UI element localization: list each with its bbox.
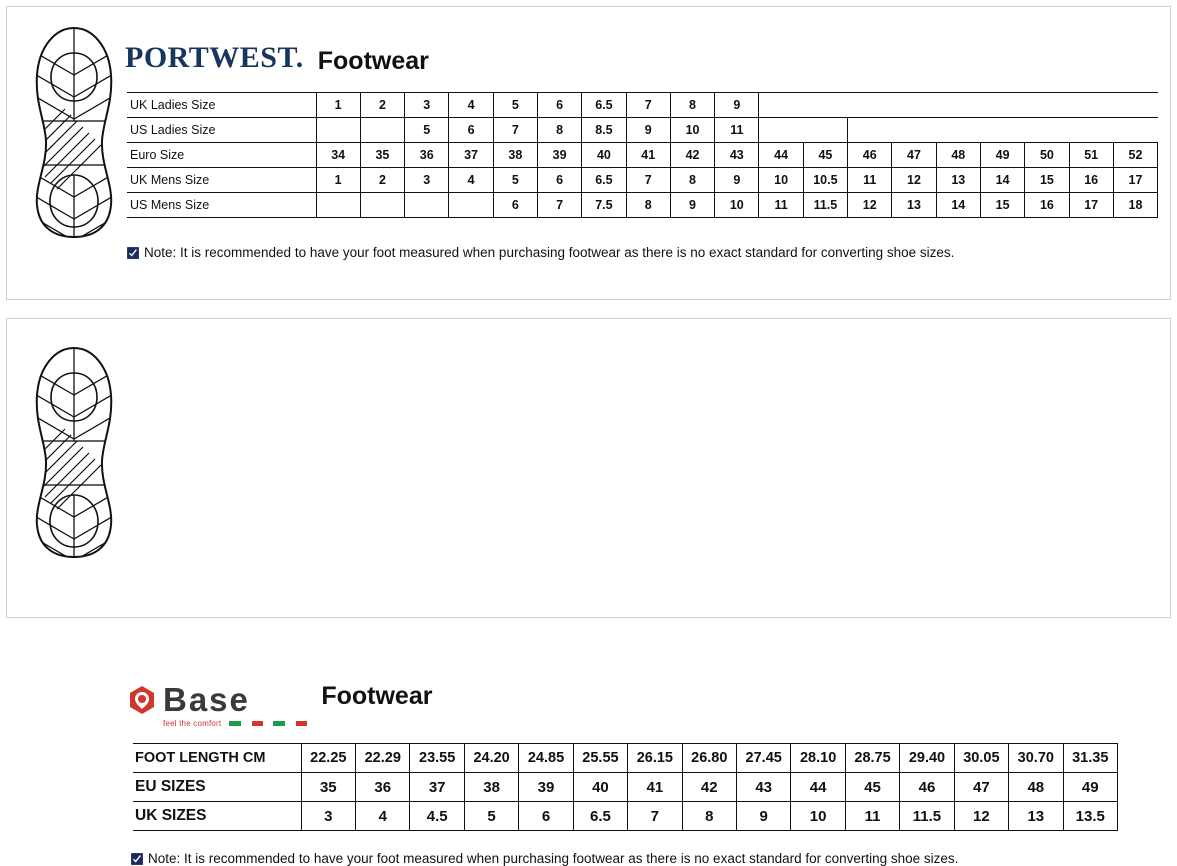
cell: 49 xyxy=(980,143,1024,168)
cell: 43 xyxy=(736,773,790,802)
cell: 38 xyxy=(493,143,537,168)
cell: 30.70 xyxy=(1009,744,1063,773)
portwest-brand-header xyxy=(125,43,429,73)
cell: 10 xyxy=(715,193,759,218)
cell: 40 xyxy=(573,773,627,802)
cell xyxy=(316,118,360,143)
cell: 6.5 xyxy=(573,802,627,831)
base-size-table xyxy=(133,743,1118,831)
cell: 37 xyxy=(449,143,493,168)
cell: 6 xyxy=(449,118,493,143)
cell: 6.5 xyxy=(582,168,626,193)
cell-empty xyxy=(848,118,892,143)
cell: 9 xyxy=(736,802,790,831)
table-row xyxy=(127,93,1158,118)
cell: 15 xyxy=(1025,168,1069,193)
cell: 37 xyxy=(410,773,464,802)
cell: 6 xyxy=(519,802,573,831)
cell: 10 xyxy=(791,802,845,831)
portwest-note xyxy=(127,245,954,260)
cell: 39 xyxy=(519,773,573,802)
row-label: US Mens Size xyxy=(127,193,316,218)
cell: 42 xyxy=(670,143,714,168)
note-text: Note: It is recommended to have your foot measured when purchasing footwear as there is no exact standard for converting shoe sizes. xyxy=(148,851,959,866)
cell: 8 xyxy=(682,802,736,831)
portwest-size-chart-panel xyxy=(6,6,1171,300)
cell-empty xyxy=(936,93,980,118)
cell: 2 xyxy=(360,93,404,118)
note-text: Note: It is recommended to have your foot measured when purchasing footwear as there is no exact standard for converting shoe sizes. xyxy=(144,245,955,260)
cell: 7 xyxy=(626,93,670,118)
cell: 46 xyxy=(848,143,892,168)
cell: 36 xyxy=(356,773,410,802)
cell xyxy=(449,193,493,218)
cell: 3 xyxy=(301,802,355,831)
italy-flag-icon-2 xyxy=(273,721,307,726)
cell: 11 xyxy=(848,168,892,193)
note-checkbox-icon xyxy=(127,247,139,259)
cell: 4 xyxy=(449,93,493,118)
cell: 7 xyxy=(537,193,581,218)
cell: 1 xyxy=(316,168,360,193)
cell: 7 xyxy=(626,168,670,193)
cell xyxy=(405,193,449,218)
cell: 6.5 xyxy=(582,93,626,118)
base-note xyxy=(131,851,958,866)
base-logo-text: Base xyxy=(163,681,250,718)
cell xyxy=(360,193,404,218)
shoe-sole-icon xyxy=(29,25,119,240)
cell: 9 xyxy=(715,168,759,193)
shoe-sole-icon xyxy=(29,345,119,560)
cell: 5 xyxy=(493,93,537,118)
cell-empty xyxy=(1113,118,1157,143)
cell-empty xyxy=(1069,118,1113,143)
cell: 3 xyxy=(405,93,449,118)
cell: 11.5 xyxy=(900,802,954,831)
cell: 52 xyxy=(1113,143,1157,168)
cell: 9 xyxy=(670,193,714,218)
cell: 12 xyxy=(954,802,1008,831)
cell: 15 xyxy=(980,193,1024,218)
base-hexagon-logo-icon xyxy=(127,685,157,715)
cell: 10 xyxy=(670,118,714,143)
cell: 48 xyxy=(936,143,980,168)
cell: 42 xyxy=(682,773,736,802)
cell: 22.29 xyxy=(356,744,410,773)
cell: 11 xyxy=(845,802,899,831)
cell: 4.5 xyxy=(410,802,464,831)
portwest-footwear-label: Footwear xyxy=(317,47,429,75)
cell: 1 xyxy=(316,93,360,118)
cell-empty xyxy=(936,118,980,143)
cell: 10 xyxy=(759,168,803,193)
base-size-chart-panel xyxy=(6,318,1171,866)
row-label: UK Ladies Size xyxy=(127,93,316,118)
cell: 45 xyxy=(803,143,847,168)
cell: 41 xyxy=(628,773,682,802)
cell-empty xyxy=(1069,93,1113,118)
cell: 16 xyxy=(1025,193,1069,218)
cell: 28.10 xyxy=(791,744,845,773)
cell-empty xyxy=(892,93,936,118)
cell: 9 xyxy=(715,93,759,118)
cell: 26.80 xyxy=(682,744,736,773)
cell: 27.45 xyxy=(736,744,790,773)
cell: 40 xyxy=(582,143,626,168)
cell xyxy=(360,118,404,143)
cell-empty xyxy=(1025,93,1069,118)
cell: 26.15 xyxy=(628,744,682,773)
cell: 11 xyxy=(715,118,759,143)
cell: 38 xyxy=(464,773,518,802)
cell-empty xyxy=(1113,93,1157,118)
cell-empty xyxy=(848,93,892,118)
cell: 29.40 xyxy=(900,744,954,773)
cell: 5 xyxy=(493,168,537,193)
cell: 48 xyxy=(1009,773,1063,802)
cell: 7 xyxy=(493,118,537,143)
cell: 8 xyxy=(537,118,581,143)
cell: 36 xyxy=(405,143,449,168)
cell: 43 xyxy=(715,143,759,168)
cell: 13 xyxy=(892,193,936,218)
table-row xyxy=(133,802,1118,831)
cell: 17 xyxy=(1113,168,1157,193)
table-row xyxy=(133,773,1118,802)
cell-empty xyxy=(1025,118,1069,143)
cell-empty xyxy=(759,93,803,118)
cell: 51 xyxy=(1069,143,1113,168)
cell: 13 xyxy=(1009,802,1063,831)
cell: 10.5 xyxy=(803,168,847,193)
cell-empty xyxy=(980,118,1024,143)
cell: 14 xyxy=(980,168,1024,193)
base-logo xyxy=(127,683,307,728)
cell: 6 xyxy=(537,93,581,118)
cell: 9 xyxy=(626,118,670,143)
cell-empty xyxy=(980,93,1024,118)
cell: 44 xyxy=(791,773,845,802)
row-label: UK SIZES xyxy=(133,802,301,831)
cell-empty xyxy=(803,93,847,118)
cell: 5 xyxy=(464,802,518,831)
cell: 35 xyxy=(301,773,355,802)
cell: 17 xyxy=(1069,193,1113,218)
table-row xyxy=(133,744,1118,773)
table-row xyxy=(127,168,1158,193)
cell: 12 xyxy=(848,193,892,218)
cell: 14 xyxy=(936,193,980,218)
cell: 30.05 xyxy=(954,744,1008,773)
cell: 4 xyxy=(356,802,410,831)
cell: 3 xyxy=(405,168,449,193)
cell: 8 xyxy=(670,93,714,118)
table-row xyxy=(127,193,1158,218)
cell-empty xyxy=(759,118,803,143)
table-row xyxy=(127,118,1158,143)
cell: 35 xyxy=(360,143,404,168)
base-brand-header xyxy=(127,683,432,728)
row-label: Euro Size xyxy=(127,143,316,168)
cell: 44 xyxy=(759,143,803,168)
cell: 6 xyxy=(537,168,581,193)
row-label: FOOT LENGTH CM xyxy=(133,744,301,773)
cell: 8 xyxy=(626,193,670,218)
portwest-logo-text: PORTWEST. xyxy=(125,41,304,74)
cell: 13.5 xyxy=(1063,802,1117,831)
cell: 34 xyxy=(316,143,360,168)
cell: 46 xyxy=(900,773,954,802)
cell: 31.35 xyxy=(1063,744,1117,773)
cell: 11 xyxy=(759,193,803,218)
row-label: EU SIZES xyxy=(133,773,301,802)
cell: 23.55 xyxy=(410,744,464,773)
italy-flag-icon xyxy=(229,721,263,726)
base-footwear-label: Footwear xyxy=(321,682,433,710)
cell: 7.5 xyxy=(582,193,626,218)
cell: 50 xyxy=(1025,143,1069,168)
cell: 13 xyxy=(936,168,980,193)
table-row xyxy=(127,143,1158,168)
cell: 7 xyxy=(628,802,682,831)
cell: 4 xyxy=(449,168,493,193)
cell: 18 xyxy=(1113,193,1157,218)
cell: 24.20 xyxy=(464,744,518,773)
note-checkbox-icon xyxy=(131,853,143,865)
cell: 6 xyxy=(493,193,537,218)
cell-empty xyxy=(892,118,936,143)
cell: 28.75 xyxy=(845,744,899,773)
cell: 41 xyxy=(626,143,670,168)
cell: 45 xyxy=(845,773,899,802)
cell: 25.55 xyxy=(573,744,627,773)
cell: 8 xyxy=(670,168,714,193)
portwest-size-table xyxy=(127,92,1158,218)
cell: 12 xyxy=(892,168,936,193)
cell: 39 xyxy=(537,143,581,168)
cell xyxy=(316,193,360,218)
cell: 47 xyxy=(892,143,936,168)
base-tagline: feel the comfort xyxy=(163,719,222,728)
cell: 5 xyxy=(405,118,449,143)
cell: 47 xyxy=(954,773,1008,802)
cell-empty xyxy=(803,118,847,143)
row-label: UK Mens Size xyxy=(127,168,316,193)
row-label: US Ladies Size xyxy=(127,118,316,143)
cell: 2 xyxy=(360,168,404,193)
cell: 16 xyxy=(1069,168,1113,193)
cell: 22.25 xyxy=(301,744,355,773)
cell: 8.5 xyxy=(582,118,626,143)
cell: 11.5 xyxy=(803,193,847,218)
cell: 24.85 xyxy=(519,744,573,773)
cell: 49 xyxy=(1063,773,1117,802)
